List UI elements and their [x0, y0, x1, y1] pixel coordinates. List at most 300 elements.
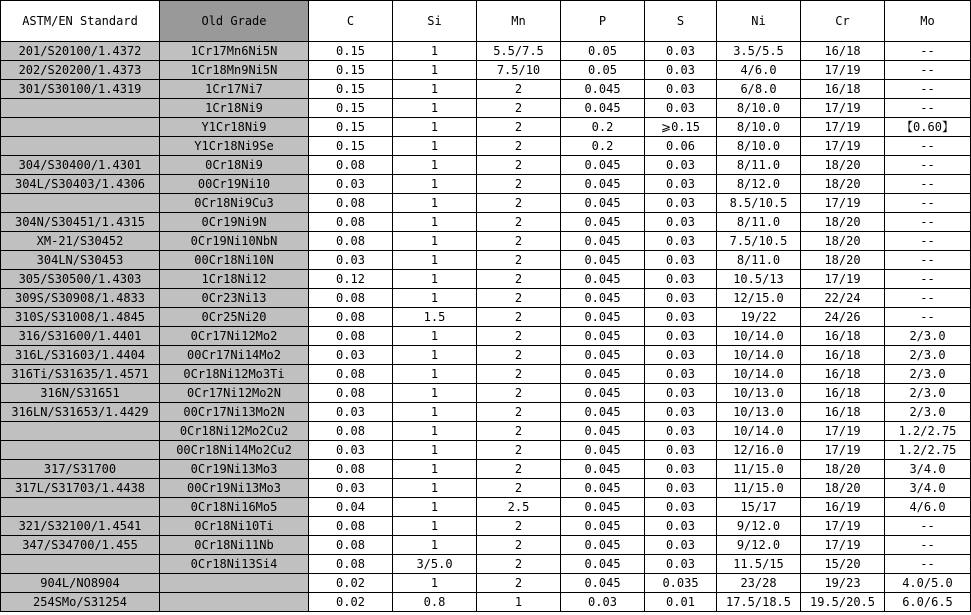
cell-ni[interactable]: 8/11.0: [717, 213, 801, 232]
cell-standard[interactable]: 202/S20200/1.4373: [1, 61, 160, 80]
cell-p[interactable]: 0.045: [561, 365, 645, 384]
cell-standard[interactable]: 316/S31600/1.4401: [1, 327, 160, 346]
cell-old-grade[interactable]: 1Cr18Ni9: [160, 99, 309, 118]
cell-mn[interactable]: 2: [477, 555, 561, 574]
cell-old-grade[interactable]: 0Cr18Ni9: [160, 156, 309, 175]
cell-p[interactable]: 0.045: [561, 289, 645, 308]
cell-mn[interactable]: 2: [477, 536, 561, 555]
cell-si[interactable]: 1: [393, 327, 477, 346]
cell-standard[interactable]: 309S/S30908/1.4833: [1, 289, 160, 308]
cell-cr[interactable]: 17/19: [801, 61, 885, 80]
cell-si[interactable]: 1: [393, 574, 477, 593]
cell-mn[interactable]: 2: [477, 156, 561, 175]
cell-mn[interactable]: 2: [477, 99, 561, 118]
cell-c[interactable]: 0.03: [309, 251, 393, 270]
cell-mo[interactable]: --: [885, 99, 971, 118]
cell-ni[interactable]: 3.5/5.5: [717, 42, 801, 61]
cell-c[interactable]: 0.08: [309, 365, 393, 384]
cell-standard[interactable]: XM-21/S30452: [1, 232, 160, 251]
cell-si[interactable]: 1: [393, 99, 477, 118]
cell-p[interactable]: 0.045: [561, 213, 645, 232]
cell-standard[interactable]: 317/S31700: [1, 460, 160, 479]
cell-ni[interactable]: 8/12.0: [717, 175, 801, 194]
cell-s[interactable]: 0.03: [645, 194, 717, 213]
cell-c[interactable]: 0.08: [309, 308, 393, 327]
cell-old-grade[interactable]: 0Cr18Ni12Mo3Ti: [160, 365, 309, 384]
cell-cr[interactable]: 17/19: [801, 517, 885, 536]
cell-cr[interactable]: 16/18: [801, 42, 885, 61]
cell-standard[interactable]: [1, 422, 160, 441]
cell-cr[interactable]: 16/18: [801, 384, 885, 403]
cell-s[interactable]: 0.03: [645, 270, 717, 289]
cell-p[interactable]: 0.045: [561, 403, 645, 422]
cell-mo[interactable]: --: [885, 42, 971, 61]
cell-c[interactable]: 0.15: [309, 61, 393, 80]
cell-p[interactable]: 0.045: [561, 536, 645, 555]
cell-mo[interactable]: 2/3.0: [885, 327, 971, 346]
cell-ni[interactable]: 15/17: [717, 498, 801, 517]
cell-old-grade[interactable]: 1Cr18Ni12: [160, 270, 309, 289]
cell-c[interactable]: 0.08: [309, 232, 393, 251]
cell-si[interactable]: 1: [393, 384, 477, 403]
cell-si[interactable]: 1: [393, 517, 477, 536]
cell-si[interactable]: 1: [393, 61, 477, 80]
cell-p[interactable]: 0.05: [561, 61, 645, 80]
cell-mo[interactable]: --: [885, 251, 971, 270]
cell-p[interactable]: 0.045: [561, 232, 645, 251]
cell-si[interactable]: 1: [393, 536, 477, 555]
cell-cr[interactable]: 16/18: [801, 365, 885, 384]
cell-ni[interactable]: 4/6.0: [717, 61, 801, 80]
cell-s[interactable]: 0.03: [645, 422, 717, 441]
cell-s[interactable]: 0.03: [645, 555, 717, 574]
cell-s[interactable]: 0.03: [645, 156, 717, 175]
cell-p[interactable]: 0.2: [561, 118, 645, 137]
cell-mo[interactable]: --: [885, 555, 971, 574]
cell-si[interactable]: 1: [393, 137, 477, 156]
cell-old-grade[interactable]: 0Cr19Ni13Mo3: [160, 460, 309, 479]
cell-cr[interactable]: 16/18: [801, 346, 885, 365]
cell-standard[interactable]: 317L/S31703/1.4438: [1, 479, 160, 498]
cell-cr[interactable]: 17/19: [801, 99, 885, 118]
cell-mn[interactable]: 2: [477, 289, 561, 308]
cell-mn[interactable]: 1: [477, 593, 561, 612]
header-si[interactable]: Si: [393, 1, 477, 42]
cell-standard[interactable]: 316L/S31603/1.4404: [1, 346, 160, 365]
cell-si[interactable]: 1: [393, 80, 477, 99]
cell-ni[interactable]: 23/28: [717, 574, 801, 593]
cell-old-grade[interactable]: [160, 574, 309, 593]
cell-cr[interactable]: 17/19: [801, 441, 885, 460]
cell-ni[interactable]: 9/12.0: [717, 536, 801, 555]
cell-c[interactable]: 0.12: [309, 270, 393, 289]
cell-ni[interactable]: 12/15.0: [717, 289, 801, 308]
cell-ni[interactable]: 10/14.0: [717, 365, 801, 384]
cell-s[interactable]: 0.03: [645, 175, 717, 194]
header-cr[interactable]: Cr: [801, 1, 885, 42]
cell-ni[interactable]: 8.5/10.5: [717, 194, 801, 213]
cell-mn[interactable]: 2: [477, 80, 561, 99]
cell-cr[interactable]: 18/20: [801, 232, 885, 251]
cell-mo[interactable]: --: [885, 536, 971, 555]
header-s[interactable]: S: [645, 1, 717, 42]
cell-mn[interactable]: 2: [477, 327, 561, 346]
cell-si[interactable]: 1: [393, 365, 477, 384]
cell-p[interactable]: 0.045: [561, 346, 645, 365]
cell-s[interactable]: 0.035: [645, 574, 717, 593]
cell-si[interactable]: 1.5: [393, 308, 477, 327]
cell-mn[interactable]: 2: [477, 460, 561, 479]
header-old-grade[interactable]: Old Grade: [160, 1, 309, 42]
cell-s[interactable]: ⩾0.15: [645, 118, 717, 137]
header-ni[interactable]: Ni: [717, 1, 801, 42]
cell-old-grade[interactable]: 0Cr18Ni12Mo2Cu2: [160, 422, 309, 441]
cell-s[interactable]: 0.03: [645, 365, 717, 384]
header-mn[interactable]: Mn: [477, 1, 561, 42]
cell-ni[interactable]: 7.5/10.5: [717, 232, 801, 251]
cell-si[interactable]: 1: [393, 232, 477, 251]
cell-mn[interactable]: 2: [477, 118, 561, 137]
cell-ni[interactable]: 10/13.0: [717, 384, 801, 403]
cell-mn[interactable]: 2: [477, 175, 561, 194]
cell-cr[interactable]: 17/19: [801, 270, 885, 289]
cell-p[interactable]: 0.045: [561, 251, 645, 270]
cell-c[interactable]: 0.15: [309, 99, 393, 118]
cell-standard[interactable]: [1, 194, 160, 213]
cell-mo[interactable]: --: [885, 156, 971, 175]
cell-s[interactable]: 0.03: [645, 517, 717, 536]
cell-si[interactable]: 1: [393, 441, 477, 460]
cell-old-grade[interactable]: 0Cr18Ni10Ti: [160, 517, 309, 536]
cell-ni[interactable]: 11/15.0: [717, 479, 801, 498]
cell-si[interactable]: 1: [393, 270, 477, 289]
cell-mn[interactable]: 2: [477, 517, 561, 536]
cell-ni[interactable]: 10/13.0: [717, 403, 801, 422]
cell-si[interactable]: 1: [393, 156, 477, 175]
cell-mo[interactable]: --: [885, 308, 971, 327]
cell-mo[interactable]: --: [885, 194, 971, 213]
cell-standard[interactable]: 301/S30100/1.4319: [1, 80, 160, 99]
cell-standard[interactable]: 304L/S30403/1.4306: [1, 175, 160, 194]
cell-mn[interactable]: 2: [477, 232, 561, 251]
cell-cr[interactable]: 17/19: [801, 194, 885, 213]
cell-old-grade[interactable]: 1Cr17Mn6Ni5N: [160, 42, 309, 61]
cell-mn[interactable]: 2: [477, 213, 561, 232]
cell-mn[interactable]: 2: [477, 365, 561, 384]
cell-old-grade[interactable]: 00Cr17Ni13Mo2N: [160, 403, 309, 422]
cell-ni[interactable]: 10/14.0: [717, 346, 801, 365]
cell-standard[interactable]: 304N/S30451/1.4315: [1, 213, 160, 232]
cell-mn[interactable]: 5.5/7.5: [477, 42, 561, 61]
cell-ni[interactable]: 8/11.0: [717, 156, 801, 175]
cell-old-grade[interactable]: 1Cr18Mn9Ni5N: [160, 61, 309, 80]
cell-cr[interactable]: 16/18: [801, 327, 885, 346]
cell-c[interactable]: 0.02: [309, 593, 393, 612]
cell-s[interactable]: 0.03: [645, 346, 717, 365]
header-p[interactable]: P: [561, 1, 645, 42]
cell-mo[interactable]: 3/4.0: [885, 479, 971, 498]
cell-standard[interactable]: 304LN/S30453: [1, 251, 160, 270]
cell-ni[interactable]: 8/10.0: [717, 99, 801, 118]
cell-c[interactable]: 0.08: [309, 156, 393, 175]
cell-p[interactable]: 0.045: [561, 422, 645, 441]
cell-c[interactable]: 0.04: [309, 498, 393, 517]
cell-standard[interactable]: 254SMo/S31254: [1, 593, 160, 612]
cell-mo[interactable]: 1.2/2.75: [885, 422, 971, 441]
cell-standard[interactable]: [1, 137, 160, 156]
cell-old-grade[interactable]: 00Cr19Ni10: [160, 175, 309, 194]
cell-s[interactable]: 0.03: [645, 61, 717, 80]
cell-ni[interactable]: 11/15.0: [717, 460, 801, 479]
cell-s[interactable]: 0.03: [645, 441, 717, 460]
cell-c[interactable]: 0.08: [309, 194, 393, 213]
cell-c[interactable]: 0.15: [309, 137, 393, 156]
cell-ni[interactable]: 11.5/15: [717, 555, 801, 574]
cell-ni[interactable]: 12/16.0: [717, 441, 801, 460]
cell-mo[interactable]: --: [885, 80, 971, 99]
cell-s[interactable]: 0.06: [645, 137, 717, 156]
cell-c[interactable]: 0.03: [309, 403, 393, 422]
cell-standard[interactable]: [1, 498, 160, 517]
cell-mn[interactable]: 7.5/10: [477, 61, 561, 80]
cell-cr[interactable]: 18/20: [801, 460, 885, 479]
cell-s[interactable]: 0.03: [645, 536, 717, 555]
cell-p[interactable]: 0.2: [561, 137, 645, 156]
cell-s[interactable]: 0.03: [645, 460, 717, 479]
cell-mo[interactable]: 6.0/6.5: [885, 593, 971, 612]
cell-cr[interactable]: 22/24: [801, 289, 885, 308]
cell-mo[interactable]: 【0.60】: [885, 118, 971, 137]
cell-cr[interactable]: 17/19: [801, 137, 885, 156]
header-c[interactable]: C: [309, 1, 393, 42]
cell-p[interactable]: 0.045: [561, 384, 645, 403]
cell-c[interactable]: 0.08: [309, 289, 393, 308]
cell-mo[interactable]: 4.0/5.0: [885, 574, 971, 593]
cell-mo[interactable]: --: [885, 270, 971, 289]
cell-old-grade[interactable]: Y1Cr18Ni9: [160, 118, 309, 137]
cell-si[interactable]: 1: [393, 289, 477, 308]
cell-standard[interactable]: [1, 99, 160, 118]
cell-ni[interactable]: 6/8.0: [717, 80, 801, 99]
cell-old-grade[interactable]: 0Cr19Ni10NbN: [160, 232, 309, 251]
cell-ni[interactable]: 19/22: [717, 308, 801, 327]
cell-c[interactable]: 0.03: [309, 441, 393, 460]
cell-cr[interactable]: 17/19: [801, 118, 885, 137]
cell-mn[interactable]: 2: [477, 308, 561, 327]
cell-si[interactable]: 1: [393, 346, 477, 365]
cell-si[interactable]: 1: [393, 479, 477, 498]
cell-c[interactable]: 0.03: [309, 175, 393, 194]
cell-s[interactable]: 0.03: [645, 80, 717, 99]
cell-mn[interactable]: 2: [477, 422, 561, 441]
cell-p[interactable]: 0.045: [561, 460, 645, 479]
cell-standard[interactable]: 310S/S31008/1.4845: [1, 308, 160, 327]
cell-c[interactable]: 0.15: [309, 80, 393, 99]
cell-s[interactable]: 0.03: [645, 384, 717, 403]
cell-s[interactable]: 0.03: [645, 251, 717, 270]
cell-s[interactable]: 0.03: [645, 232, 717, 251]
cell-mo[interactable]: 3/4.0: [885, 460, 971, 479]
cell-cr[interactable]: 18/20: [801, 479, 885, 498]
cell-si[interactable]: 1: [393, 498, 477, 517]
cell-c[interactable]: 0.08: [309, 327, 393, 346]
cell-mn[interactable]: 2: [477, 403, 561, 422]
cell-cr[interactable]: 16/19: [801, 498, 885, 517]
cell-mn[interactable]: 2: [477, 441, 561, 460]
cell-cr[interactable]: 19.5/20.5: [801, 593, 885, 612]
cell-si[interactable]: 1: [393, 42, 477, 61]
cell-mo[interactable]: --: [885, 232, 971, 251]
cell-cr[interactable]: 19/23: [801, 574, 885, 593]
cell-mn[interactable]: 2: [477, 574, 561, 593]
cell-mn[interactable]: 2.5: [477, 498, 561, 517]
cell-c[interactable]: 0.15: [309, 42, 393, 61]
cell-s[interactable]: 0.03: [645, 213, 717, 232]
cell-old-grade[interactable]: 0Cr18Ni16Mo5: [160, 498, 309, 517]
cell-mn[interactable]: 2: [477, 137, 561, 156]
cell-cr[interactable]: 16/18: [801, 80, 885, 99]
cell-standard[interactable]: [1, 555, 160, 574]
cell-ni[interactable]: 10/14.0: [717, 422, 801, 441]
cell-si[interactable]: 1: [393, 118, 477, 137]
cell-si[interactable]: 1: [393, 403, 477, 422]
cell-mo[interactable]: --: [885, 137, 971, 156]
cell-p[interactable]: 0.05: [561, 42, 645, 61]
cell-si[interactable]: 1: [393, 422, 477, 441]
cell-s[interactable]: 0.03: [645, 42, 717, 61]
cell-ni[interactable]: 8/10.0: [717, 118, 801, 137]
cell-mn[interactable]: 2: [477, 384, 561, 403]
cell-old-grade[interactable]: Y1Cr18Ni9Se: [160, 137, 309, 156]
cell-si[interactable]: 0.8: [393, 593, 477, 612]
cell-old-grade[interactable]: 0Cr18Ni9Cu3: [160, 194, 309, 213]
cell-p[interactable]: 0.045: [561, 80, 645, 99]
cell-p[interactable]: 0.045: [561, 498, 645, 517]
cell-p[interactable]: 0.045: [561, 156, 645, 175]
cell-c[interactable]: 0.08: [309, 536, 393, 555]
cell-si[interactable]: 1: [393, 175, 477, 194]
cell-s[interactable]: 0.03: [645, 403, 717, 422]
cell-standard[interactable]: 316LN/S31653/1.4429: [1, 403, 160, 422]
cell-mo[interactable]: --: [885, 213, 971, 232]
cell-c[interactable]: 0.02: [309, 574, 393, 593]
cell-s[interactable]: 0.03: [645, 99, 717, 118]
cell-p[interactable]: 0.045: [561, 175, 645, 194]
cell-mn[interactable]: 2: [477, 346, 561, 365]
cell-old-grade[interactable]: 1Cr17Ni7: [160, 80, 309, 99]
cell-si[interactable]: 1: [393, 213, 477, 232]
cell-old-grade[interactable]: 0Cr17Ni12Mo2N: [160, 384, 309, 403]
cell-mo[interactable]: --: [885, 61, 971, 80]
cell-si[interactable]: 1: [393, 251, 477, 270]
cell-si[interactable]: 3/5.0: [393, 555, 477, 574]
cell-si[interactable]: 1: [393, 460, 477, 479]
header-astm-en-standard[interactable]: ASTM/EN Standard: [1, 1, 160, 42]
cell-standard[interactable]: 347/S34700/1.455: [1, 536, 160, 555]
header-mo[interactable]: Mo: [885, 1, 971, 42]
cell-standard[interactable]: 201/S20100/1.4372: [1, 42, 160, 61]
cell-c[interactable]: 0.08: [309, 213, 393, 232]
cell-mn[interactable]: 2: [477, 251, 561, 270]
cell-ni[interactable]: 17.5/18.5: [717, 593, 801, 612]
cell-p[interactable]: 0.045: [561, 479, 645, 498]
cell-c[interactable]: 0.15: [309, 118, 393, 137]
cell-mo[interactable]: 1.2/2.75: [885, 441, 971, 460]
cell-old-grade[interactable]: 00Cr18Ni10N: [160, 251, 309, 270]
cell-p[interactable]: 0.045: [561, 555, 645, 574]
cell-standard[interactable]: 321/S32100/1.4541: [1, 517, 160, 536]
cell-c[interactable]: 0.08: [309, 555, 393, 574]
cell-cr[interactable]: 17/19: [801, 422, 885, 441]
cell-standard[interactable]: 316N/S31651: [1, 384, 160, 403]
cell-c[interactable]: 0.08: [309, 460, 393, 479]
cell-mo[interactable]: 2/3.0: [885, 403, 971, 422]
cell-old-grade[interactable]: 0Cr25Ni20: [160, 308, 309, 327]
cell-mo[interactable]: 4/6.0: [885, 498, 971, 517]
cell-p[interactable]: 0.045: [561, 574, 645, 593]
cell-cr[interactable]: 18/20: [801, 213, 885, 232]
cell-c[interactable]: 0.08: [309, 422, 393, 441]
cell-mo[interactable]: 2/3.0: [885, 346, 971, 365]
cell-ni[interactable]: 10/14.0: [717, 327, 801, 346]
cell-old-grade[interactable]: 0Cr23Ni13: [160, 289, 309, 308]
cell-s[interactable]: 0.03: [645, 289, 717, 308]
cell-mn[interactable]: 2: [477, 194, 561, 213]
cell-cr[interactable]: 17/19: [801, 536, 885, 555]
cell-p[interactable]: 0.045: [561, 99, 645, 118]
cell-cr[interactable]: 18/20: [801, 175, 885, 194]
cell-p[interactable]: 0.045: [561, 517, 645, 536]
cell-mo[interactable]: --: [885, 517, 971, 536]
cell-cr[interactable]: 18/20: [801, 251, 885, 270]
cell-mo[interactable]: --: [885, 289, 971, 308]
cell-old-grade[interactable]: [160, 593, 309, 612]
cell-standard[interactable]: 316Ti/S31635/1.4571: [1, 365, 160, 384]
cell-mn[interactable]: 2: [477, 270, 561, 289]
cell-p[interactable]: 0.045: [561, 270, 645, 289]
cell-s[interactable]: 0.03: [645, 327, 717, 346]
cell-p[interactable]: 0.045: [561, 194, 645, 213]
cell-standard[interactable]: [1, 441, 160, 460]
cell-c[interactable]: 0.03: [309, 346, 393, 365]
cell-cr[interactable]: 15/20: [801, 555, 885, 574]
cell-s[interactable]: 0.03: [645, 308, 717, 327]
cell-old-grade[interactable]: 00Cr17Ni14Mo2: [160, 346, 309, 365]
cell-p[interactable]: 0.045: [561, 308, 645, 327]
cell-standard[interactable]: 304/S30400/1.4301: [1, 156, 160, 175]
cell-standard[interactable]: 305/S30500/1.4303: [1, 270, 160, 289]
cell-standard[interactable]: 904L/NO8904: [1, 574, 160, 593]
cell-old-grade[interactable]: 0Cr18Ni13Si4: [160, 555, 309, 574]
cell-mo[interactable]: 2/3.0: [885, 365, 971, 384]
cell-cr[interactable]: 24/26: [801, 308, 885, 327]
cell-old-grade[interactable]: 0Cr18Ni11Nb: [160, 536, 309, 555]
cell-mn[interactable]: 2: [477, 479, 561, 498]
cell-ni[interactable]: 8/10.0: [717, 137, 801, 156]
cell-ni[interactable]: 10.5/13: [717, 270, 801, 289]
cell-mo[interactable]: --: [885, 175, 971, 194]
cell-standard[interactable]: [1, 118, 160, 137]
cell-s[interactable]: 0.01: [645, 593, 717, 612]
cell-si[interactable]: 1: [393, 194, 477, 213]
cell-p[interactable]: 0.045: [561, 327, 645, 346]
cell-p[interactable]: 0.045: [561, 441, 645, 460]
cell-cr[interactable]: 16/18: [801, 403, 885, 422]
cell-cr[interactable]: 18/20: [801, 156, 885, 175]
cell-ni[interactable]: 8/11.0: [717, 251, 801, 270]
cell-c[interactable]: 0.03: [309, 479, 393, 498]
cell-ni[interactable]: 9/12.0: [717, 517, 801, 536]
